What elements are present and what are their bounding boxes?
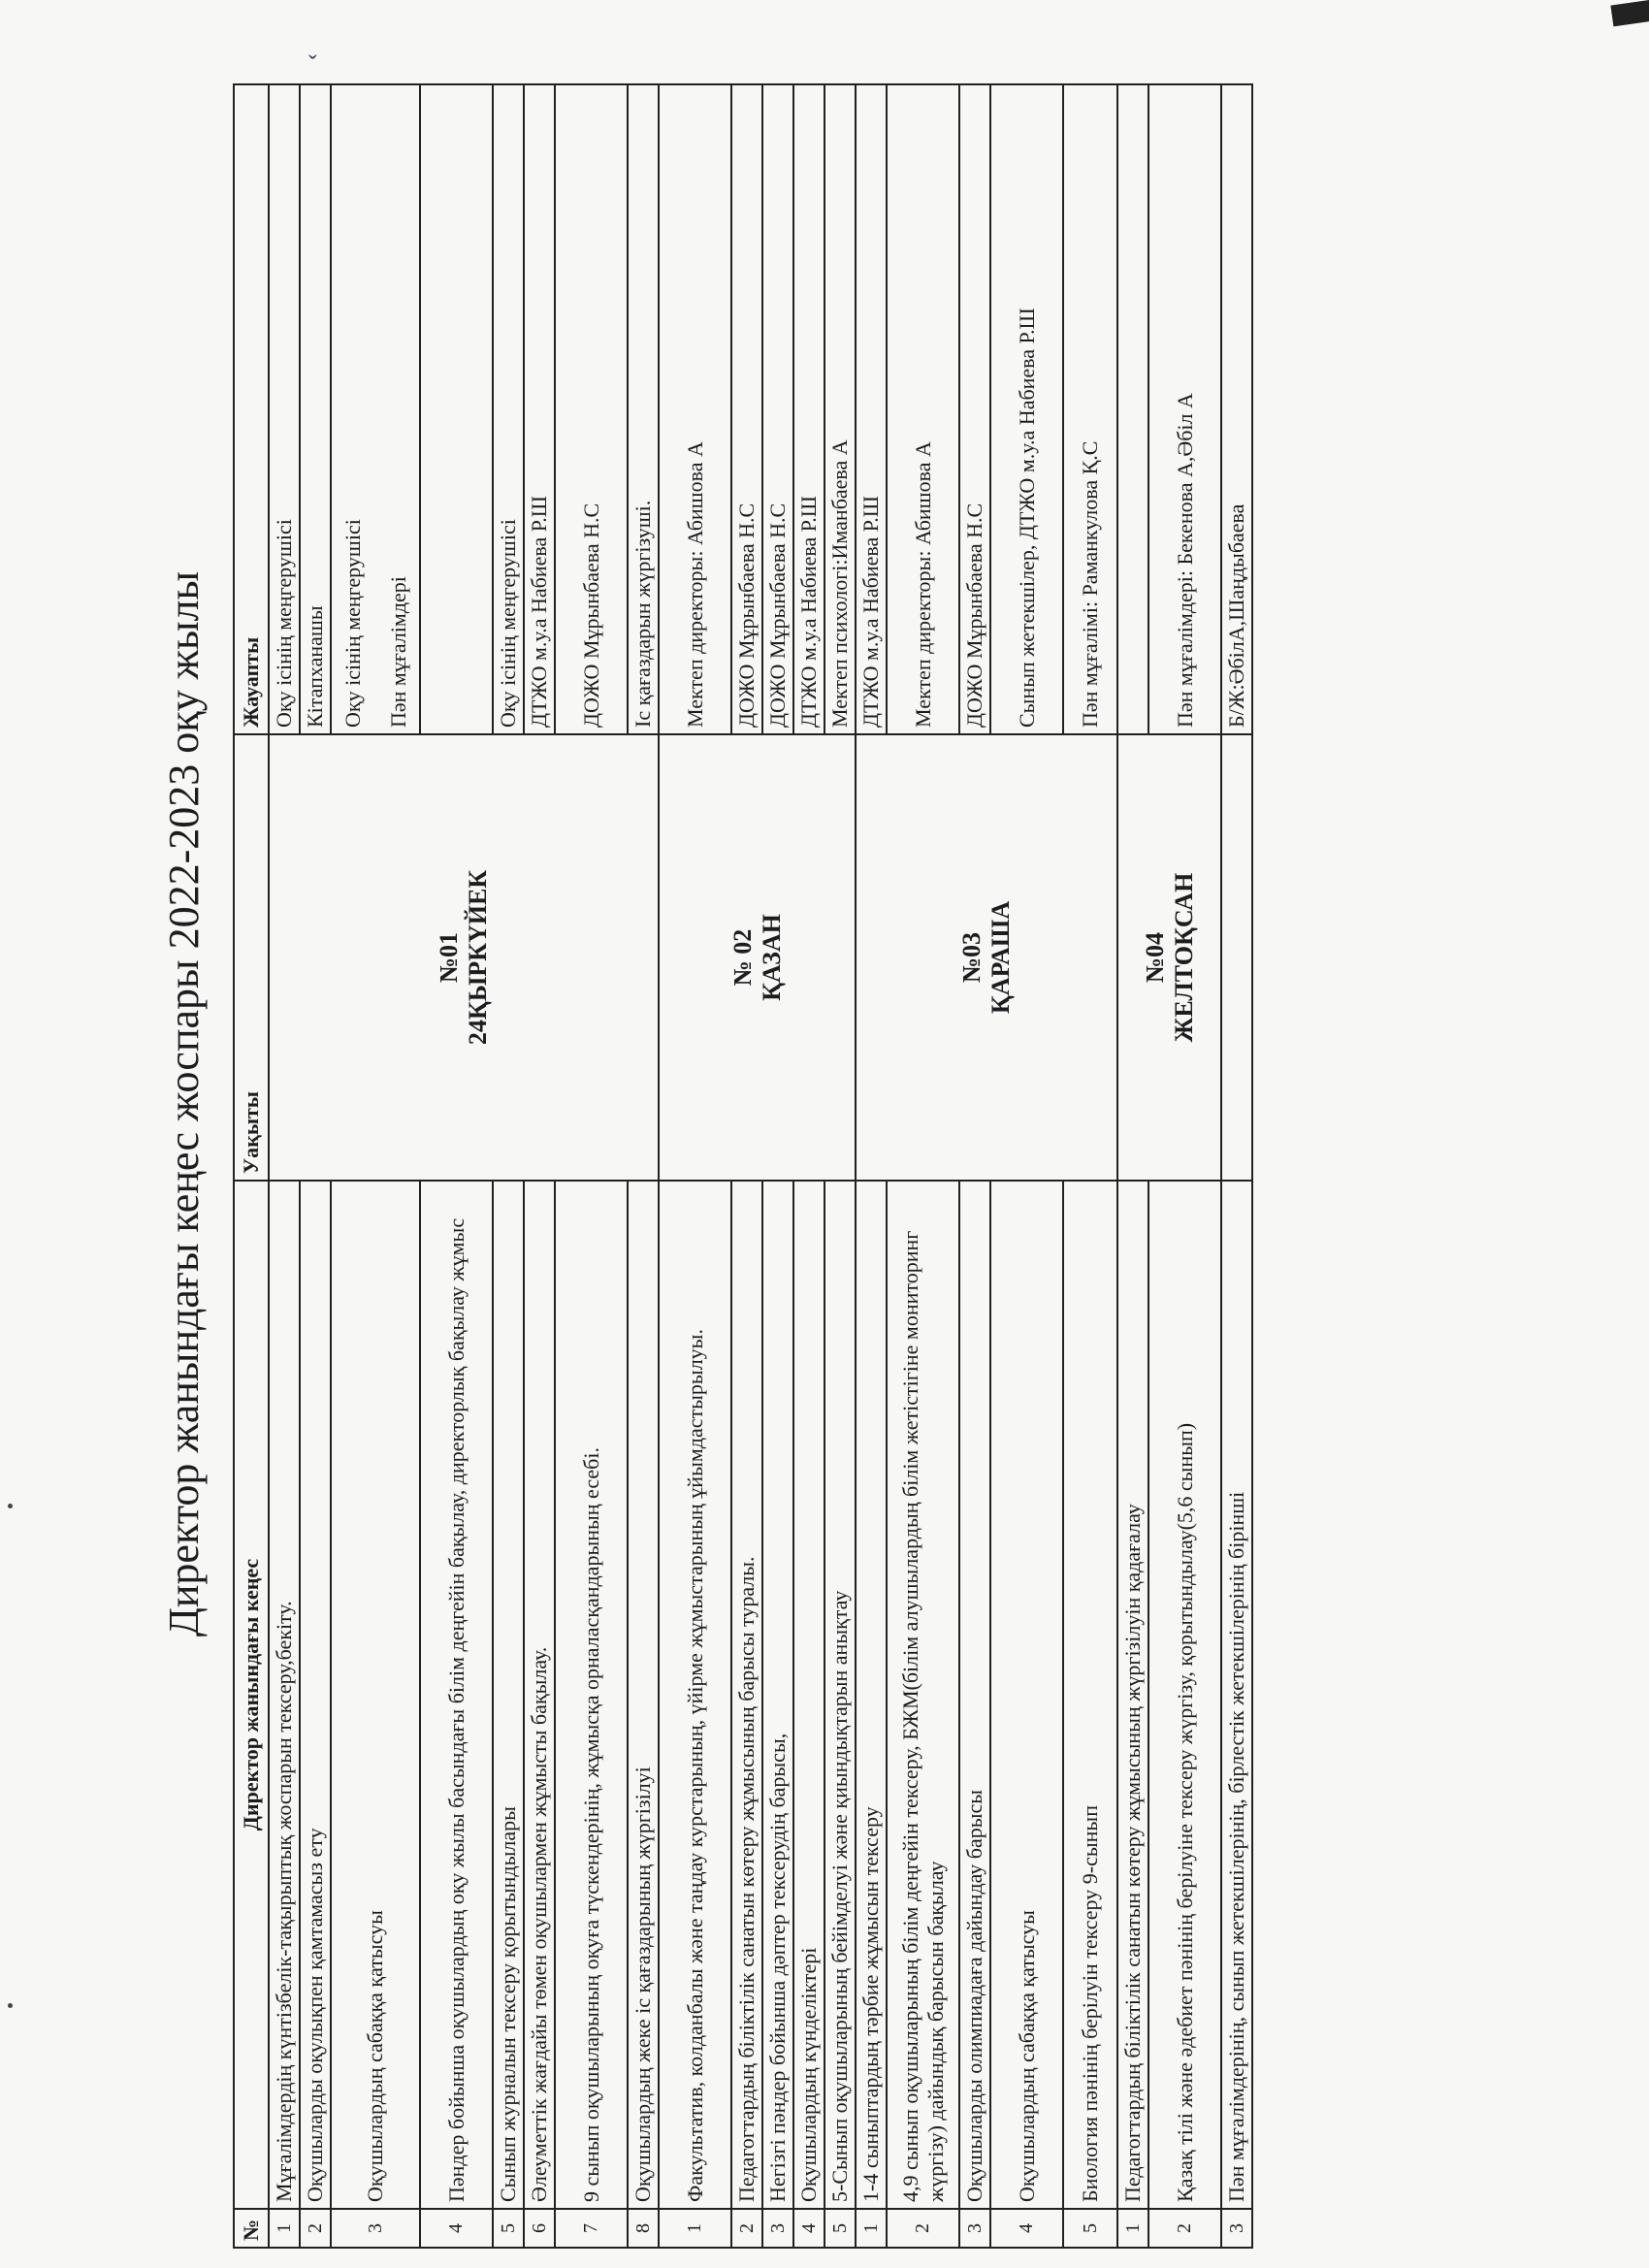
row-responsible: Сынып жетекшілер, ДТЖО м.у.а Набиева Р.Ш — [990, 84, 1063, 734]
row-number: 3 — [1221, 2209, 1252, 2248]
row-responsible: Мектеп директоры: Абишова А — [659, 84, 731, 734]
row-responsible: ДОЖО Мұрынбаева Н.С — [762, 84, 793, 734]
row-number: 6 — [524, 2209, 555, 2248]
row-topic: Педагогтардың біліктілік санатын көтеру жұмысының жүргізілуін қадағалау — [1117, 1181, 1148, 2209]
row-responsible: ДТЖО м.у.а Набиева Р.Ш — [856, 84, 887, 734]
row-topic: Негізгі пәндер бойынша дәптер тексерудің барысы, — [762, 1181, 793, 2209]
council-plan-table — [233, 83, 1253, 2249]
meeting-number: №04 — [1140, 931, 1169, 984]
meeting-time-2 — [659, 734, 856, 1181]
row-number: 1 — [659, 2209, 731, 2248]
row-responsible: ДОЖО Мұрынбаева Н.С — [959, 84, 990, 734]
row-number: 1 — [856, 2209, 887, 2248]
row-responsible: ДТЖО м.у.а Набиева Р.Ш — [524, 84, 555, 734]
row-responsible — [420, 84, 493, 734]
table-row — [659, 84, 731, 2248]
row-number: 1 — [1117, 2209, 1148, 2248]
table-row — [1117, 84, 1148, 2248]
row-responsible: ДОЖО Мұрынбаева Н.С — [731, 84, 762, 734]
meeting-number: №01 — [435, 931, 464, 984]
header-topic: Директор жанындағы кеңес — [234, 1181, 269, 2209]
row-responsible: Мектеп психологі:Иманбаева А — [824, 84, 856, 734]
row-topic: Сынып журналын тексеру қорытындылары — [493, 1181, 524, 2209]
row-time-empty — [1221, 734, 1252, 1181]
row-topic: Әлеуметтік жағдайы төмен оқушылармен жұмысты бақылау. — [524, 1181, 555, 2209]
meeting-date: 24ҚЫРКҮЙЕК — [464, 869, 492, 1046]
row-topic: 5-Сынып оқушыларының бейімделуі және қиындықтарын анықтау — [824, 1181, 856, 2209]
row-number: 3 — [762, 2209, 793, 2248]
row-number: 1 — [269, 2209, 300, 2248]
meeting-number: №03 — [957, 931, 986, 984]
row-responsible: Пән мұғалімдері: Бекенова А,Әбіл А — [1148, 84, 1221, 734]
row-topic: 9 сынып оқушыларының оқуға түскендерінің, жұмысқа орналасқандарының есебі. — [555, 1181, 628, 2209]
pen-mark: ˇ — [308, 50, 317, 79]
row-topic: Мұғалімдердің күнтізбелік-тақырыптық жоспарын тексеру,бекіту. — [269, 1181, 300, 2209]
row-responsible: Кітапханашы — [300, 84, 331, 734]
row-responsible: Пән мұғалімі: Раманкулова Қ.С — [1063, 84, 1117, 734]
row-responsible: ДОЖО Мұрынбаева Н.С — [555, 84, 628, 734]
row-responsible: Іс қағаздарын жүргізуші. — [628, 84, 659, 734]
row-topic: Пән мұғалімдерінің, сынып жетекшілерінің, бірлестік жетекшілерінің бірінші — [1221, 1181, 1252, 2209]
row-topic: Оқушылардың жеке іс қағаздарының жүргізілуі — [628, 1181, 659, 2209]
row-number: 2 — [300, 2209, 331, 2248]
row-number: 3 — [959, 2209, 990, 2248]
responsible-secondary: Пән мұғалімдері — [386, 576, 410, 728]
row-responsible: Оқу ісінің меңгерушісі — [269, 84, 300, 734]
row-topic: Пәндер бойынша оқушылардың оқу жылы басындағы білім деңгейін бақылау, директорлық бақылау жұмыс — [420, 1181, 493, 2209]
row-number: 8 — [628, 2209, 659, 2248]
meeting-date: ҚАЗАН — [757, 914, 786, 1001]
row-topic: Оқушыларды оқулықпен қамтамасыз ету — [300, 1181, 331, 2209]
row-topic: 1-4 сыныптардың тәрбие жұмысын тексеру — [856, 1181, 887, 2209]
row-responsible: Б/Ж:ӘбілА,Шаңдыбаева — [1221, 84, 1252, 734]
meeting-date: ҚАРАША — [986, 900, 1015, 1015]
header-responsible: Жауапты — [234, 84, 269, 734]
row-topic: Оқушылардың сабаққа қатысуы — [331, 1181, 420, 2209]
meeting-date: ЖЕЛТОҚСАН — [1169, 872, 1198, 1043]
row-number: 5 — [824, 2209, 856, 2248]
row-responsible — [331, 84, 420, 734]
row-number: 7 — [555, 2209, 628, 2248]
row-number: 4 — [990, 2209, 1063, 2248]
row-number: 4 — [420, 2209, 493, 2248]
row-topic: Биология пәнінің берілуін тексеру 9-сынып — [1063, 1181, 1117, 2209]
row-responsible: ДТЖО м.у.а Набиева Р.Ш — [793, 84, 824, 734]
row-number: 2 — [887, 2209, 959, 2248]
row-number: 3 — [331, 2209, 420, 2248]
row-number: 5 — [1063, 2209, 1117, 2248]
header-num: № — [234, 2209, 269, 2248]
table-row — [1221, 84, 1252, 2248]
meeting-number: № 02 — [728, 928, 757, 987]
meeting-time-3 — [856, 734, 1117, 1181]
row-topic: Оқушылардың сабаққа қатысуы — [990, 1181, 1063, 2209]
meeting-time-4 — [1117, 734, 1221, 1181]
row-topic: Педагогтардың біліктілік санатын көтеру жұмысының барысы туралы. — [731, 1181, 762, 2209]
row-number: 2 — [731, 2209, 762, 2248]
row-topic: Қазақ тілі және әдебиет пәнінің берілуіне тексеру жүргізу, қорытындылау(5,6 сынып) — [1148, 1181, 1221, 2209]
row-number: 5 — [493, 2209, 524, 2248]
row-number: 4 — [793, 2209, 824, 2248]
row-responsible: Мектеп директоры: Абишова А — [887, 84, 959, 734]
header-time: Уақыты — [234, 734, 269, 1181]
row-number: 2 — [1148, 2209, 1221, 2248]
table-row — [856, 84, 887, 2248]
meeting-time-1 — [269, 734, 659, 1181]
row-responsible: Оқу ісінің меңгерушісі — [493, 84, 524, 734]
row-topic: Оқушылардың күнделіктері — [793, 1181, 824, 2209]
responsible-primary: Оқу ісінің меңгерушісі — [340, 519, 365, 728]
document-title: Директор жанындағы кеңес жоспары 2022-2023 оқу жылы — [160, 570, 208, 1637]
row-topic: 4,9 сынып оқушыларының білім деңгейін тексеру, БЖМ(білім алушылардың білім жетістігіне мониторинг жүргізу) дайындық барысын бақылау — [887, 1181, 959, 2209]
row-topic: Оқушыларды олимпиадаға дайындау барысы — [959, 1181, 990, 2209]
row-topic: Факультатив, колданбалы және таңдау курстарының, үйірме жұмыстарының ұйымдастырылуы. — [659, 1181, 731, 2209]
table-row — [269, 84, 300, 2248]
row-responsible — [1117, 84, 1148, 734]
table-header-row — [234, 84, 269, 2248]
